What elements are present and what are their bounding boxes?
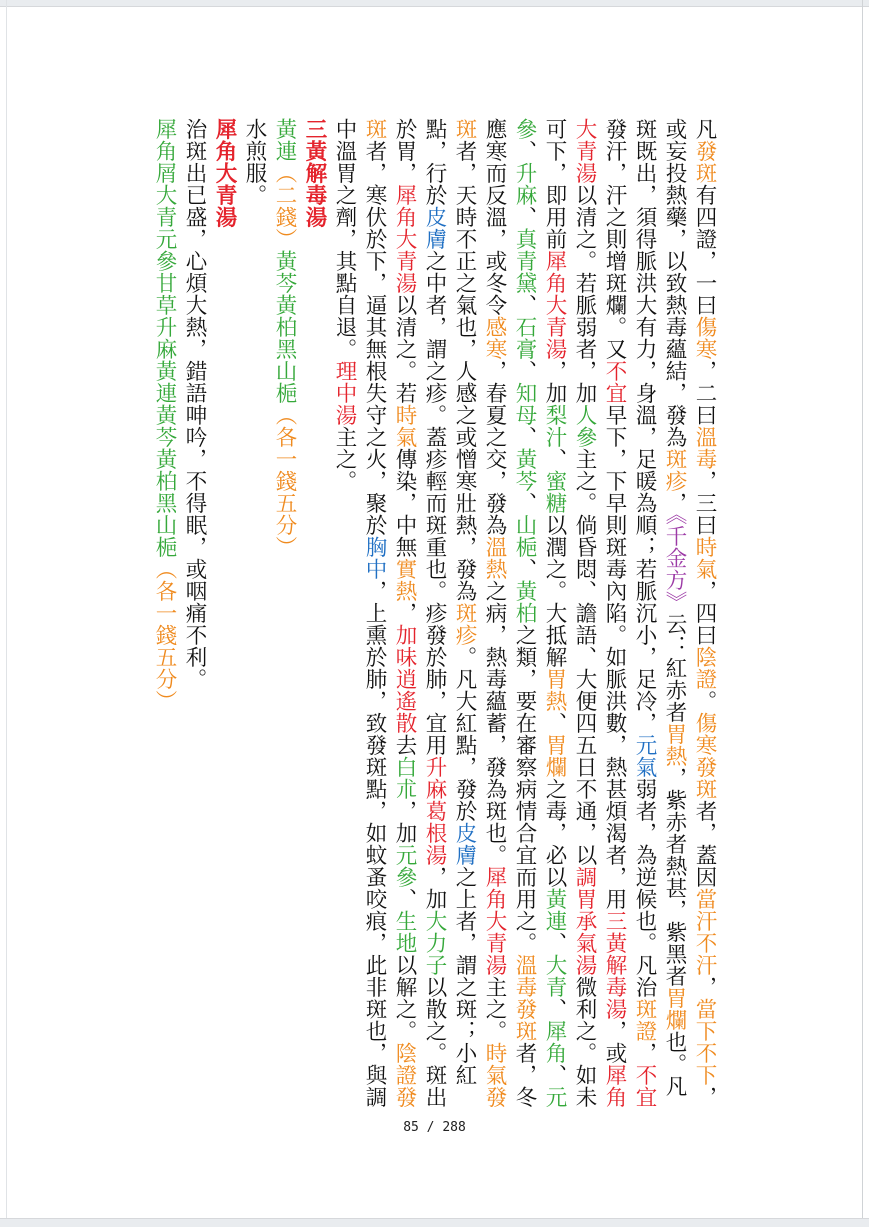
text-run: 理中湯 [332, 360, 357, 426]
page-right-border [862, 0, 863, 1226]
text-run: 以解之。 [392, 954, 417, 1042]
text-run: ， [392, 602, 417, 624]
text-run: 犀角 [542, 1020, 567, 1064]
text-run: 當汗不汗 [692, 888, 717, 976]
page-left-border [6, 0, 7, 1226]
text-run: 溫熱 [482, 536, 507, 580]
text-run: 元參 [152, 228, 177, 272]
text-run: 傳染，中無 [392, 448, 417, 558]
text-run: 、 [542, 448, 567, 470]
text-run: 黃柏 [272, 294, 297, 338]
text-run: 黃芩 [272, 250, 297, 294]
text-run: 凡 [692, 118, 717, 140]
text-run: ，加 [422, 866, 447, 910]
text-run: 實熱 [392, 558, 417, 602]
text-run: 之上者，謂之斑；小紅點，行於 [422, 118, 477, 1086]
text-run: 者，冬應寒而反溫，或冬令 [482, 118, 537, 1108]
text-run: ，二曰 [692, 360, 717, 426]
text-run: 升麻葛根湯 [422, 756, 447, 866]
text-run: 陰證發斑 [362, 118, 417, 1108]
text-run: 之病，熱毒蘊蓄，發為斑也。 [482, 580, 507, 866]
text-run: 以清之。若脈弱者，加 [572, 184, 597, 404]
page-number: 85 / 288 [403, 1120, 466, 1135]
para-3 [269, 118, 299, 1108]
text-run: 犀角大青湯 [572, 118, 627, 1108]
text-run: ，加 [542, 360, 567, 404]
text-run: 加味逍遙散 [392, 624, 417, 734]
text-run: 以潤之。大抵解 [542, 514, 567, 668]
text-run: 《千金方》 [662, 514, 687, 614]
viewer-top-edge [0, 0, 869, 7]
text-run: （各一錢五分） [152, 558, 177, 712]
text-run: 、 [512, 558, 537, 580]
text-run: 、 [542, 932, 567, 954]
text-run: （二錢） [272, 162, 297, 250]
text-run: 之中者，謂之疹。蓋疹輕而斑重也。疹發於肺，宜用 [422, 250, 447, 756]
text-run: 生地 [392, 910, 417, 954]
text-run: 梨汁 [542, 404, 567, 448]
text-run: 者，蓋因 [692, 800, 717, 888]
text-run: （各一錢五分） [272, 404, 297, 558]
text-run: 皮膚 [422, 206, 447, 250]
text-run: ， [662, 492, 687, 514]
para-6 [179, 118, 209, 1108]
text-run: ，紫赤者熱甚，紫黑者 [662, 767, 687, 988]
text-run: 、 [512, 360, 537, 382]
text-run: 時氣 [392, 404, 417, 448]
text-run: 黑山梔 [272, 338, 297, 404]
text-run: 黃柏 [512, 580, 537, 624]
text-run: 以散之。斑出於胃， [392, 118, 447, 1108]
text-run: 斑證 [632, 998, 657, 1042]
text-run: 傷寒 [692, 316, 717, 360]
text-run: ，加 [392, 800, 417, 844]
text-run: 以清之。若 [392, 294, 417, 404]
text-run: 、 [512, 426, 537, 448]
text-run: 、 [512, 294, 537, 316]
text-run: 犀角大青湯 [542, 250, 567, 360]
text-run: ，三曰 [692, 470, 717, 536]
text-run: 不宜 [632, 1064, 657, 1108]
text-run: 石膏 [512, 316, 537, 360]
text-run: 、 [542, 712, 567, 734]
text-run: 溫毒 [692, 426, 717, 470]
text-run: 元參 [392, 844, 417, 888]
text-run: 之毒，必以 [542, 778, 567, 888]
text-run: 調胃承氣湯 [572, 866, 597, 976]
text-run: 不宜 [602, 360, 627, 404]
text-run: 、 [512, 492, 537, 514]
text-run: 元參 [512, 118, 567, 1108]
text-run: 溫毒發斑 [512, 954, 537, 1042]
text-run: ，春夏之交，發為 [482, 360, 507, 536]
text-run: 元氣 [632, 734, 657, 778]
text-run: 升麻 [152, 316, 177, 360]
text-run: 當下不下 [692, 998, 717, 1086]
text-run: 主之。 [482, 976, 507, 1042]
text-run: 胃熱 [542, 668, 567, 712]
text-run: 云：紅赤者 [662, 613, 687, 724]
text-run: 斑疹 [662, 448, 687, 492]
text-run: 主之。 [332, 426, 357, 492]
document-body-vertical-text [149, 118, 719, 1108]
text-run: 時氣發斑 [452, 118, 507, 1108]
text-run: 真青黛 [512, 228, 537, 294]
para-7 [149, 118, 179, 1108]
text-run: 水煎服。 [242, 118, 267, 206]
text-run: 黃連 [542, 888, 567, 932]
text-run: 之類，要在審察病情合宜而用之。 [512, 624, 537, 954]
text-run: 皮膚 [452, 822, 477, 866]
para-4 [239, 118, 269, 1108]
text-run: 大青 [152, 184, 177, 228]
text-run: 傷寒發斑 [692, 712, 717, 800]
text-run: 黃柏 [152, 448, 177, 492]
text-run: 早下，下早則斑毒內陷。如脈洪數，熱甚煩渴者，用 [602, 404, 627, 910]
text-run: 甘草 [152, 272, 177, 316]
heading-sanhuang-jiedu-tang [299, 118, 329, 1108]
text-run: 弱者，為逆候也。凡治 [632, 778, 657, 998]
text-run: 胃爛 [662, 987, 687, 1032]
text-run: 時氣 [692, 536, 717, 580]
text-run: 蜜糖 [542, 470, 567, 514]
text-run: 陰證 [692, 646, 717, 690]
text-run: ，上熏於肺，致發斑點，如蚊蚤咬痕，此非斑也，與調中溫胃之劑，其點自退。 [332, 118, 387, 1108]
text-run: 黑山梔 [152, 492, 177, 558]
text-run: ，或妄投熱藥，以致熱毒蘊結，發為 [662, 118, 717, 1108]
text-run: 黃連 [152, 360, 177, 404]
text-run: 黃芩 [152, 404, 177, 448]
text-run: 犀角大青湯 [482, 866, 507, 976]
text-run: 微利之。如未可下，即用前 [542, 118, 597, 1108]
text-run: 黃芩 [512, 448, 537, 492]
text-run: 、 [512, 206, 537, 228]
text-run: ，或 [602, 1020, 627, 1064]
text-run: 胃爛 [542, 734, 567, 778]
text-run: ， [692, 976, 717, 998]
text-run: 、 [512, 140, 537, 162]
text-run: 、 [392, 888, 417, 910]
para-1 [329, 118, 719, 1108]
text-run: 感寒 [482, 316, 507, 360]
text-run: 、 [542, 1064, 567, 1086]
text-run: 發斑 [692, 140, 717, 184]
text-run: 者，寒伏於下，逼其無根失守之火，聚於 [362, 140, 387, 536]
text-run: 人參 [572, 404, 597, 448]
text-run: 發汗，汗之則增斑爛。又 [602, 118, 627, 360]
text-run: 者，天時不正之氣也，人感之或憎寒壯熱，發為 [452, 140, 477, 602]
text-run: 、 [542, 998, 567, 1020]
text-run: 白朮 [392, 756, 417, 800]
text-run: ， [632, 1042, 657, 1064]
text-run: 。凡大紅點，發於 [452, 646, 477, 822]
text-run: 知母 [512, 382, 537, 426]
text-run: 黃連 [272, 118, 297, 162]
text-run: 。 [692, 690, 717, 712]
text-run: 胃熱 [662, 723, 687, 768]
text-run: 犀角屑 [152, 118, 177, 184]
heading-xijiao-daqing-tang [209, 118, 239, 1108]
text-run: 主之。倘昏悶、譫語、大便四五日不通，以 [572, 448, 597, 866]
text-run: 治斑出已盛，心煩大熱，錯語呻吟，不得眠，或咽痛不利。 [182, 118, 207, 690]
text-run: ，四曰 [692, 580, 717, 646]
text-run: 也。凡斑既出，須得脈洪大有力，身溫，足暖為順；若脈沉小，足冷， [632, 118, 687, 1098]
text-run: 大青 [542, 954, 567, 998]
text-run: 三黃解毒湯 [302, 118, 327, 228]
text-run: 胸中 [362, 536, 387, 580]
text-run: 大力子 [422, 910, 447, 976]
text-run: 升麻 [512, 162, 537, 206]
text-run: 有四證，一曰 [692, 184, 717, 316]
text-run: 三黃解毒湯 [602, 910, 627, 1020]
text-run: 犀角大青湯 [392, 184, 417, 294]
text-run: 山梔 [512, 514, 537, 558]
text-run: 去 [392, 734, 417, 756]
text-run: 斑疹 [452, 602, 477, 646]
text-run: 犀角大青湯 [212, 118, 237, 228]
